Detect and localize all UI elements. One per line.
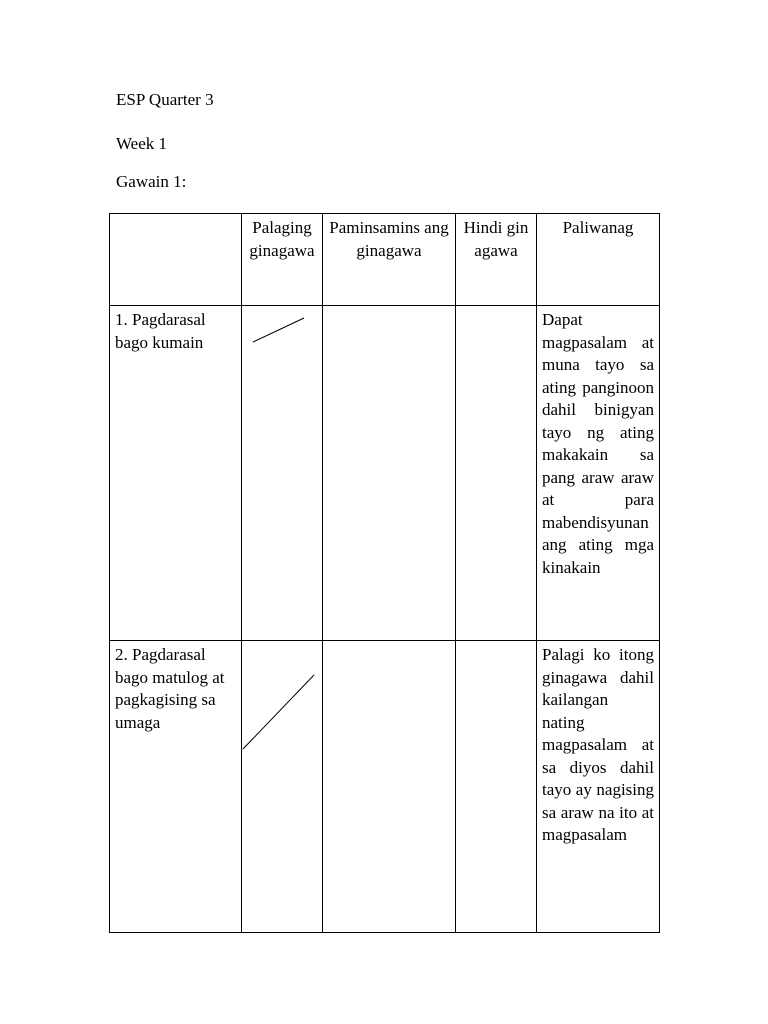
activity-table [109, 213, 660, 933]
document-title: ESP Quarter 3 [116, 90, 214, 109]
header-cell-palaging: Palaging ginagawa [242, 214, 323, 306]
header-cell-hindi: Hindi ginagawa [456, 214, 537, 306]
hindi-cell [456, 306, 537, 641]
paminsan-cell [323, 306, 456, 641]
header-cell-paminsan: Paminsamins ang ginagawa [323, 214, 456, 306]
paliwanag-cell: Palagi ko itong ginagawa dahil kailangan nating magpasalam at sa diyos dahil tayo ay nagising sa araw na ito at magpasalam [537, 641, 660, 933]
paminsan-cell [323, 641, 456, 933]
activity-cell: 1. Pagdarasal bago kumain [110, 306, 242, 641]
table-row [110, 641, 660, 933]
hindi-cell [456, 641, 537, 933]
palaging-cell [242, 306, 323, 641]
table-header-row [110, 214, 660, 306]
week-label: Week 1 [116, 134, 168, 153]
header-cell-blank [110, 214, 242, 306]
check-mark-icon [242, 641, 323, 933]
task-label: Gawain 1: [116, 172, 187, 191]
header-cell-paliwanag: Paliwanag [537, 214, 660, 306]
table-row [110, 306, 660, 641]
check-mark-icon [242, 306, 323, 641]
palaging-cell [242, 641, 323, 933]
activity-cell: 2. Pagdarasal bago matulog at pagkagising sa umaga [110, 641, 242, 933]
paliwanag-cell: Dapat magpasalam at muna tayo sa ating panginoon dahil binigyan tayo ng ating makakain sa pang araw araw at para mabendisyunan ang ating mga kinakain [537, 306, 660, 641]
